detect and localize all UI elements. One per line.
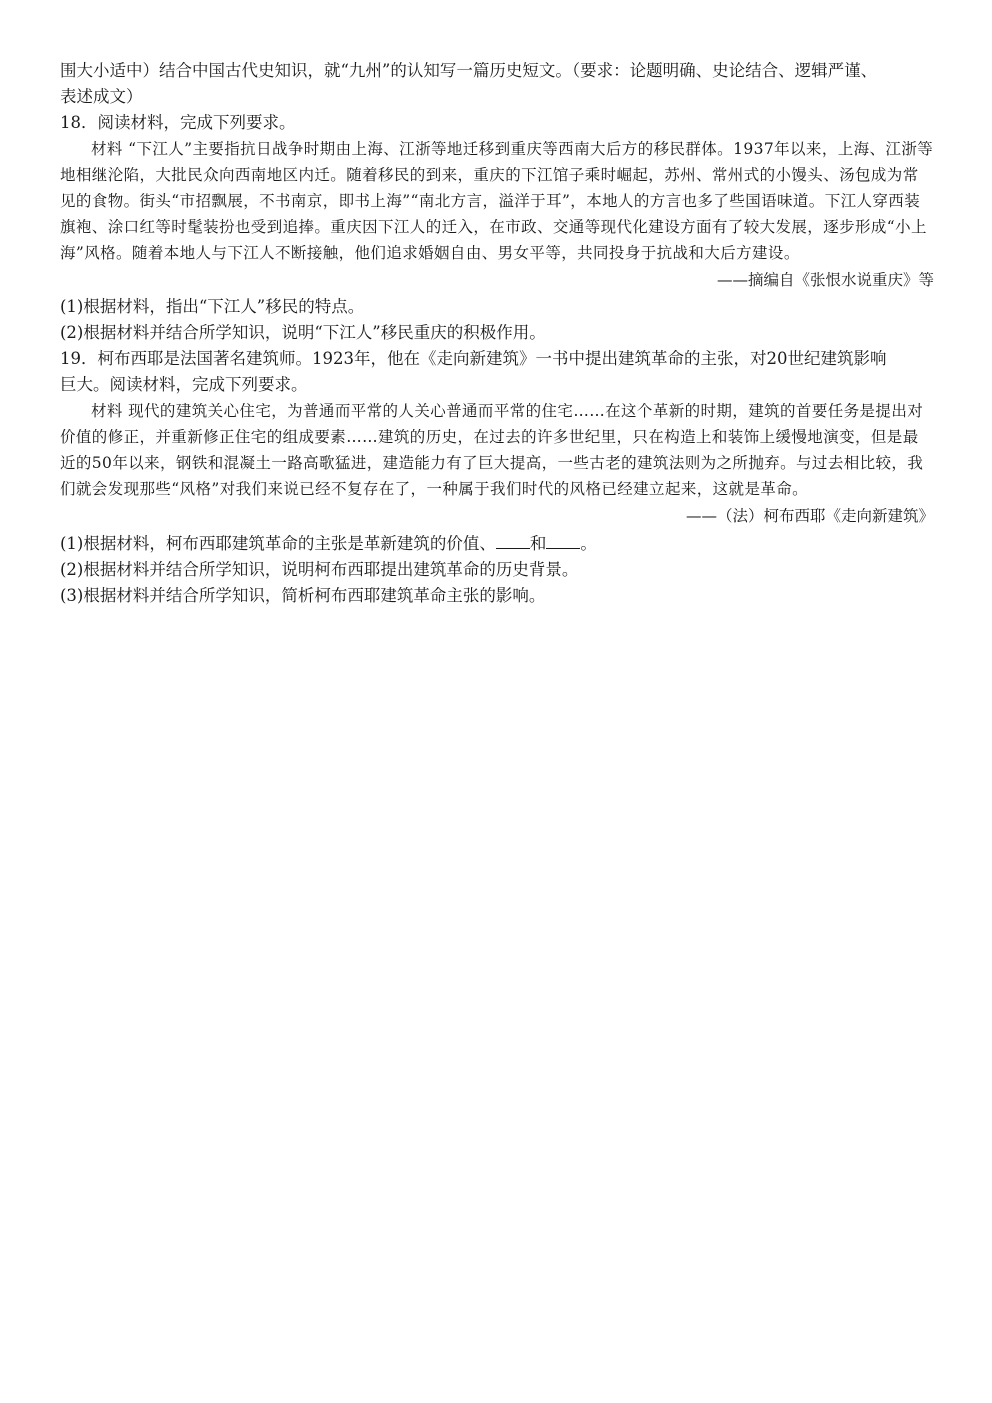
q18-sub-question-1: (1)根据材料，指出“下江人”移民的特点。 <box>60 297 365 316</box>
q19-source: ——（法）柯布西耶《走向新建筑》 <box>685 507 934 525</box>
q19-material: 材料 现代的建筑关心住宅，为普通而平常的人关心普通而平常的住宅……在这个革新的时期，建筑的首要任务是提出对价值的修正，并重新修正住宅的组成要素……建筑的历史，在过去的许多世纪里，只在构造上和装饰上缓慢地演变，但是最近的50年以来，钢铁和混凝土一路高歌猛进，建造能力有了巨大提高，一些古老的建筑法则为之所抛弃。与过去相比较，我们就会发现那些“风格”对我们来说已经不复存在了，一种属于我们时代的风格已经建立起来，这就是革命。 <box>60 402 924 498</box>
document-page <box>60 58 934 609</box>
q17-tail-line-1: 围大小适中）结合中国古代史知识，就“九州”的认知写一篇历史短文。（要求：论题明确、史论结合、逻辑严谨、 <box>60 61 878 80</box>
q19-sub-question-1 <box>60 530 934 557</box>
q19-stem-line-2: 巨大。阅读材料，完成下列要求。 <box>60 375 308 394</box>
answer-blank-2 <box>546 530 580 549</box>
q19-sub1-text: (1)根据材料，柯布西耶建筑革命的主张是革新建筑的价值、 <box>60 534 496 553</box>
q18-material: 材料 “下江人”主要指抗日战争时期由上海、江浙等地迁移到重庆等西南大后方的移民群体。1937年以来，上海、江浙等地相继沦陷，大批民众向西南地区内迁。随着移民的到来，重庆的下江馆子乘时崛起，苏州、常州式的小馒头、汤包成为常见的食物。街头“市招飘展，不书南京，即书上海”“南北方言，溢洋于耳”，本地人的方言也多了些国语味道。下江人穿西装旗袍、涂口红等时髦装扮也受到追捧。重庆因下江人的迁入，在市政、交通等现代化建设方面有了较大发展，逐步形成“小上海”风格。随着本地人与下江人不断接触，他们追求婚姻自由、男女平等，共同投身于抗战和大后方建设。 <box>60 140 934 262</box>
q19-sub1-and: 和 <box>529 534 547 553</box>
q18-stem: 18．阅读材料，完成下列要求。 <box>60 113 296 132</box>
q19-stem-line-1: 19．柯布西耶是法国著名建筑师。1923年，他在《走向新建筑》一书中提出建筑革命的主张，对20世纪建筑影响 <box>60 349 887 368</box>
q17-tail-line-2: 表述成文） <box>60 87 143 106</box>
q18-source: ——摘编自《张恨水说重庆》等 <box>716 271 934 289</box>
q19-sub1-end: 。 <box>580 534 597 553</box>
answer-blank-1 <box>496 530 530 549</box>
q19-sub-question-2: (2)根据材料并结合所学知识，说明柯布西耶提出建筑革命的历史背景。 <box>60 560 579 579</box>
q19-sub-question-3: (3)根据材料并结合所学知识，简析柯布西耶建筑革命主张的影响。 <box>60 586 546 605</box>
q18-sub-question-2: (2)根据材料并结合所学知识，说明“下江人”移民重庆的积极作用。 <box>60 323 546 342</box>
